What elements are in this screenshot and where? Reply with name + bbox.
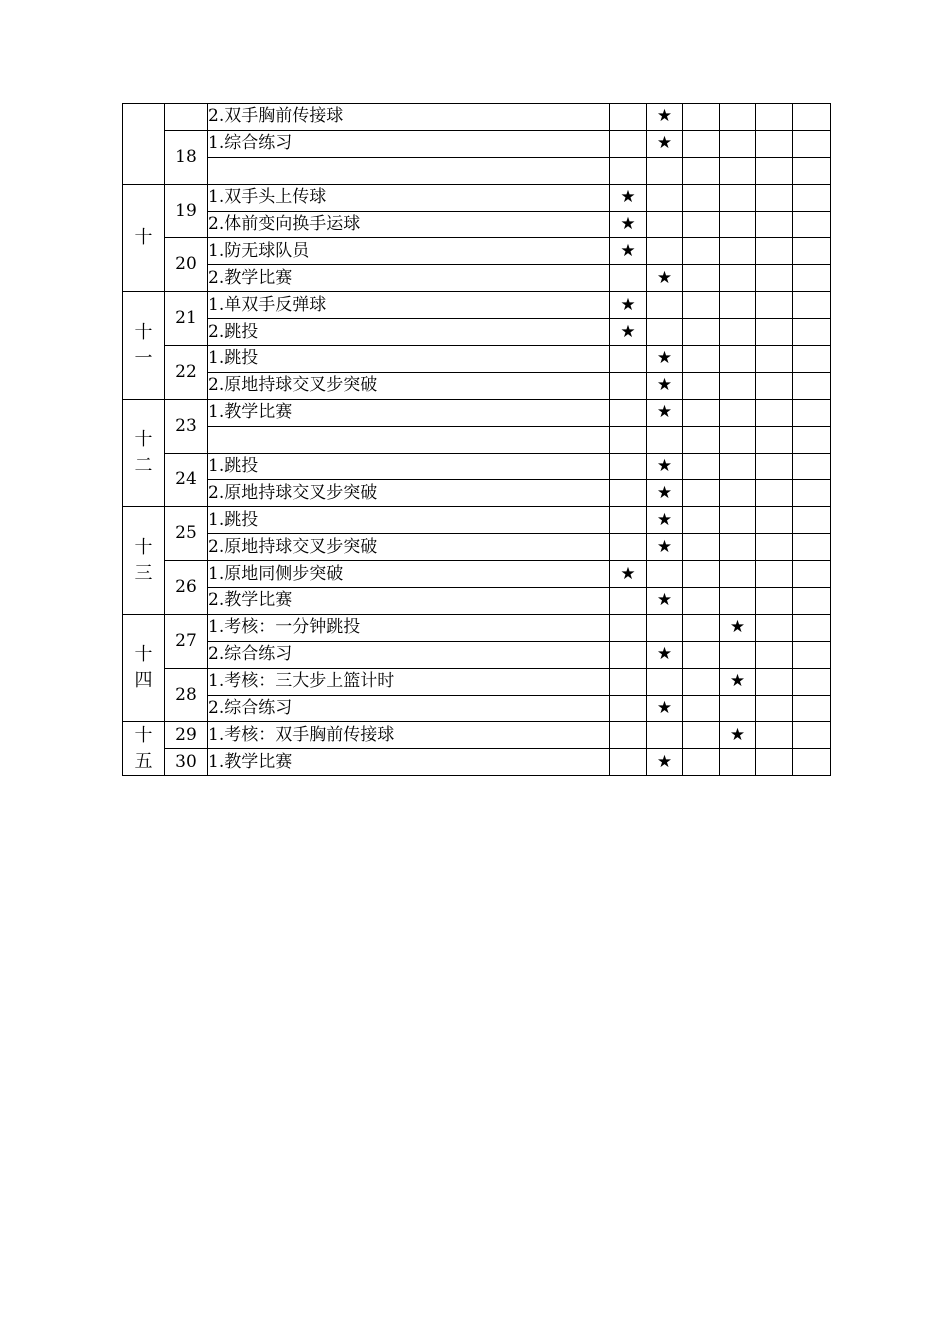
mark-cell <box>683 346 720 373</box>
table-row <box>123 426 831 453</box>
content-cell: 2.教学比赛 <box>208 265 610 292</box>
table-row <box>123 561 831 588</box>
content-cell: 2.原地持球交叉步突破 <box>208 372 610 399</box>
content-cell: 1.综合练习 <box>208 130 610 157</box>
table-row <box>123 372 831 399</box>
week-cell <box>123 104 165 185</box>
mark-cell <box>720 614 756 641</box>
mark-cell <box>683 426 720 453</box>
mark-cell <box>647 399 683 426</box>
mark-cell <box>720 561 756 588</box>
mark-cell <box>720 453 756 480</box>
mark-cell <box>756 695 793 722</box>
content-cell: 2.原地持球交叉步突破 <box>208 480 610 507</box>
content-cell: 1.考核：一分钟跳投 <box>208 614 610 641</box>
mark-cell <box>793 346 831 373</box>
mark-cell <box>756 372 793 399</box>
mark-cell <box>647 453 683 480</box>
mark-cell <box>756 211 793 238</box>
mark-cell <box>683 238 720 265</box>
mark-cell <box>793 614 831 641</box>
mark-cell <box>720 319 756 346</box>
content-cell: 1.教学比赛 <box>208 749 610 776</box>
content-cell: 2.原地持球交叉步突破 <box>208 534 610 561</box>
mark-cell <box>647 695 683 722</box>
week-cell: 十 三 <box>123 507 165 615</box>
table-row <box>123 507 831 534</box>
schedule-body <box>123 104 831 776</box>
mark-cell <box>793 238 831 265</box>
mark-cell <box>720 722 756 749</box>
star-icon: ★ <box>656 133 673 154</box>
mark-cell <box>720 211 756 238</box>
mark-cell <box>756 749 793 776</box>
star-icon: ★ <box>656 751 673 772</box>
mark-cell <box>610 614 647 641</box>
star-icon: ★ <box>620 240 636 261</box>
mark-cell <box>720 507 756 534</box>
lesson-number-cell: 25 <box>165 507 208 561</box>
table-row <box>123 292 831 319</box>
mark-cell <box>756 588 793 615</box>
mark-cell <box>793 507 831 534</box>
content-cell: 1.防无球队员 <box>208 238 610 265</box>
mark-cell <box>683 507 720 534</box>
mark-cell <box>683 480 720 507</box>
content-cell: 1.跳投 <box>208 507 610 534</box>
star-icon: ★ <box>656 456 673 477</box>
table-row <box>123 184 831 211</box>
mark-cell <box>683 695 720 722</box>
mark-cell <box>647 534 683 561</box>
lesson-number-cell: 29 <box>165 722 208 749</box>
star-icon: ★ <box>729 671 746 692</box>
mark-cell <box>610 265 647 292</box>
lesson-number-cell: 22 <box>165 346 208 400</box>
mark-cell <box>720 399 756 426</box>
star-icon: ★ <box>656 509 673 530</box>
mark-cell <box>756 614 793 641</box>
table-row <box>123 265 831 292</box>
mark-cell <box>610 292 647 319</box>
mark-cell <box>793 588 831 615</box>
star-icon: ★ <box>656 536 673 557</box>
star-icon: ★ <box>656 106 673 127</box>
mark-cell <box>610 561 647 588</box>
table-row <box>123 346 831 373</box>
mark-cell <box>793 534 831 561</box>
mark-cell <box>793 211 831 238</box>
lesson-number-cell: 27 <box>165 614 208 668</box>
mark-cell <box>756 265 793 292</box>
table-row <box>123 588 831 615</box>
mark-cell <box>610 346 647 373</box>
mark-cell <box>610 157 647 184</box>
mark-cell <box>720 184 756 211</box>
table-row <box>123 641 831 668</box>
content-cell: 2.教学比赛 <box>208 588 610 615</box>
mark-cell <box>610 426 647 453</box>
mark-cell <box>756 130 793 157</box>
mark-cell <box>793 749 831 776</box>
table-row <box>123 695 831 722</box>
table-row <box>123 399 831 426</box>
mark-cell <box>647 480 683 507</box>
star-icon: ★ <box>656 698 673 719</box>
mark-cell <box>610 480 647 507</box>
mark-cell <box>793 184 831 211</box>
week-cell: 十 <box>123 184 165 292</box>
star-icon: ★ <box>656 375 673 396</box>
mark-cell <box>720 130 756 157</box>
mark-cell <box>610 588 647 615</box>
content-cell: 1.考核：三大步上篮计时 <box>208 668 610 695</box>
content-cell: 2.双手胸前传接球 <box>208 104 610 131</box>
mark-cell <box>720 749 756 776</box>
content-cell <box>208 157 610 184</box>
mark-cell <box>756 292 793 319</box>
mark-cell <box>610 211 647 238</box>
lesson-number-cell: 20 <box>165 238 208 292</box>
star-icon: ★ <box>656 482 673 503</box>
mark-cell <box>720 238 756 265</box>
mark-cell <box>756 561 793 588</box>
mark-cell <box>683 292 720 319</box>
table-row <box>123 749 831 776</box>
lesson-number-cell: 26 <box>165 561 208 615</box>
lesson-number-cell: 19 <box>165 184 208 238</box>
mark-cell <box>756 480 793 507</box>
content-cell: 1.考核：双手胸前传接球 <box>208 722 610 749</box>
mark-cell <box>720 668 756 695</box>
mark-cell <box>683 372 720 399</box>
mark-cell <box>610 372 647 399</box>
mark-cell <box>793 561 831 588</box>
mark-cell <box>610 668 647 695</box>
mark-cell <box>756 668 793 695</box>
mark-cell <box>647 426 683 453</box>
mark-cell <box>756 399 793 426</box>
mark-cell <box>793 453 831 480</box>
mark-cell <box>683 399 720 426</box>
star-icon: ★ <box>620 563 636 584</box>
mark-cell <box>793 722 831 749</box>
mark-cell <box>647 346 683 373</box>
mark-cell <box>647 641 683 668</box>
mark-cell <box>720 292 756 319</box>
mark-cell <box>756 534 793 561</box>
mark-cell <box>647 157 683 184</box>
mark-cell <box>793 641 831 668</box>
mark-cell <box>647 507 683 534</box>
mark-cell <box>756 184 793 211</box>
lesson-number-cell: 28 <box>165 668 208 722</box>
content-cell: 1.单双手反弹球 <box>208 292 610 319</box>
mark-cell <box>610 184 647 211</box>
mark-cell <box>756 453 793 480</box>
mark-cell <box>683 614 720 641</box>
mark-cell <box>647 722 683 749</box>
star-icon: ★ <box>729 724 746 745</box>
star-icon: ★ <box>729 617 746 638</box>
star-icon: ★ <box>620 214 636 234</box>
mark-cell <box>683 453 720 480</box>
lesson-number-cell <box>165 104 208 131</box>
star-icon: ★ <box>620 187 636 208</box>
mark-cell <box>720 372 756 399</box>
mark-cell <box>610 238 647 265</box>
mark-cell <box>683 211 720 238</box>
star-icon: ★ <box>656 644 673 665</box>
mark-cell <box>647 668 683 695</box>
star-icon: ★ <box>656 267 673 288</box>
star-icon: ★ <box>656 348 673 369</box>
week-cell: 十 二 <box>123 399 165 507</box>
mark-cell <box>647 588 683 615</box>
mark-cell <box>793 695 831 722</box>
content-cell: 1.跳投 <box>208 453 610 480</box>
table-row <box>123 614 831 641</box>
mark-cell <box>647 130 683 157</box>
table-row <box>123 211 831 238</box>
mark-cell <box>683 561 720 588</box>
mark-cell <box>610 695 647 722</box>
week-cell: 十 四 <box>123 614 165 722</box>
content-cell: 1.跳投 <box>208 346 610 373</box>
mark-cell <box>647 319 683 346</box>
table-row <box>123 104 831 131</box>
mark-cell <box>647 211 683 238</box>
mark-cell <box>793 157 831 184</box>
star-icon: ★ <box>656 590 673 611</box>
mark-cell <box>756 319 793 346</box>
mark-cell <box>610 453 647 480</box>
lesson-number-cell: 24 <box>165 453 208 507</box>
mark-cell <box>793 668 831 695</box>
mark-cell <box>610 130 647 157</box>
mark-cell <box>610 399 647 426</box>
mark-cell <box>683 588 720 615</box>
table-row <box>123 238 831 265</box>
mark-cell <box>793 399 831 426</box>
mark-cell <box>610 722 647 749</box>
lesson-number-cell: 30 <box>165 749 208 776</box>
mark-cell <box>683 157 720 184</box>
mark-cell <box>720 104 756 131</box>
table-row <box>123 668 831 695</box>
mark-cell <box>720 157 756 184</box>
mark-cell <box>683 265 720 292</box>
content-cell: 2.综合练习 <box>208 641 610 668</box>
week-cell: 十 一 <box>123 292 165 400</box>
content-cell: 1.双手头上传球 <box>208 184 610 211</box>
mark-cell <box>756 426 793 453</box>
mark-cell <box>756 641 793 668</box>
mark-cell <box>793 104 831 131</box>
mark-cell <box>647 749 683 776</box>
mark-cell <box>720 265 756 292</box>
mark-cell <box>793 130 831 157</box>
mark-cell <box>756 346 793 373</box>
mark-cell <box>683 184 720 211</box>
mark-cell <box>647 292 683 319</box>
mark-cell <box>610 104 647 131</box>
content-cell: 1.教学比赛 <box>208 399 610 426</box>
mark-cell <box>793 292 831 319</box>
mark-cell <box>756 238 793 265</box>
mark-cell <box>793 426 831 453</box>
mark-cell <box>720 588 756 615</box>
mark-cell <box>683 319 720 346</box>
mark-cell <box>647 184 683 211</box>
table-row <box>123 453 831 480</box>
mark-cell <box>683 749 720 776</box>
mark-cell <box>756 722 793 749</box>
mark-cell <box>610 319 647 346</box>
mark-cell <box>647 614 683 641</box>
mark-cell <box>720 695 756 722</box>
mark-cell <box>647 561 683 588</box>
mark-cell <box>793 265 831 292</box>
mark-cell <box>683 130 720 157</box>
table-row <box>123 722 831 749</box>
content-cell: 2.体前变向换手运球 <box>208 211 610 238</box>
mark-cell <box>647 104 683 131</box>
mark-cell <box>720 480 756 507</box>
mark-cell <box>647 238 683 265</box>
week-cell: 十 五 <box>123 722 165 776</box>
table-row <box>123 130 831 157</box>
star-icon: ★ <box>656 402 673 423</box>
content-cell <box>208 426 610 453</box>
mark-cell <box>683 641 720 668</box>
mark-cell <box>647 265 683 292</box>
mark-cell <box>683 104 720 131</box>
mark-cell <box>793 480 831 507</box>
mark-cell <box>683 534 720 561</box>
mark-cell <box>720 346 756 373</box>
mark-cell <box>647 372 683 399</box>
table-row <box>123 534 831 561</box>
table-row <box>123 480 831 507</box>
content-cell: 2.综合练习 <box>208 695 610 722</box>
mark-cell <box>756 157 793 184</box>
mark-cell <box>610 641 647 668</box>
lesson-schedule-table <box>122 103 831 776</box>
star-icon: ★ <box>620 294 636 315</box>
mark-cell <box>793 319 831 346</box>
mark-cell <box>756 507 793 534</box>
mark-cell <box>610 534 647 561</box>
mark-cell <box>720 534 756 561</box>
mark-cell <box>793 372 831 399</box>
table-row <box>123 157 831 184</box>
mark-cell <box>610 749 647 776</box>
mark-cell <box>720 641 756 668</box>
mark-cell <box>683 722 720 749</box>
mark-cell <box>683 668 720 695</box>
mark-cell <box>610 507 647 534</box>
lesson-number-cell: 23 <box>165 399 208 453</box>
content-cell: 2.跳投 <box>208 319 610 346</box>
mark-cell <box>720 426 756 453</box>
lesson-number-cell: 18 <box>165 130 208 184</box>
lesson-number-cell: 21 <box>165 292 208 346</box>
table-row <box>123 319 831 346</box>
mark-cell <box>756 104 793 131</box>
star-icon: ★ <box>620 321 636 342</box>
content-cell: 1.原地同侧步突破 <box>208 561 610 588</box>
